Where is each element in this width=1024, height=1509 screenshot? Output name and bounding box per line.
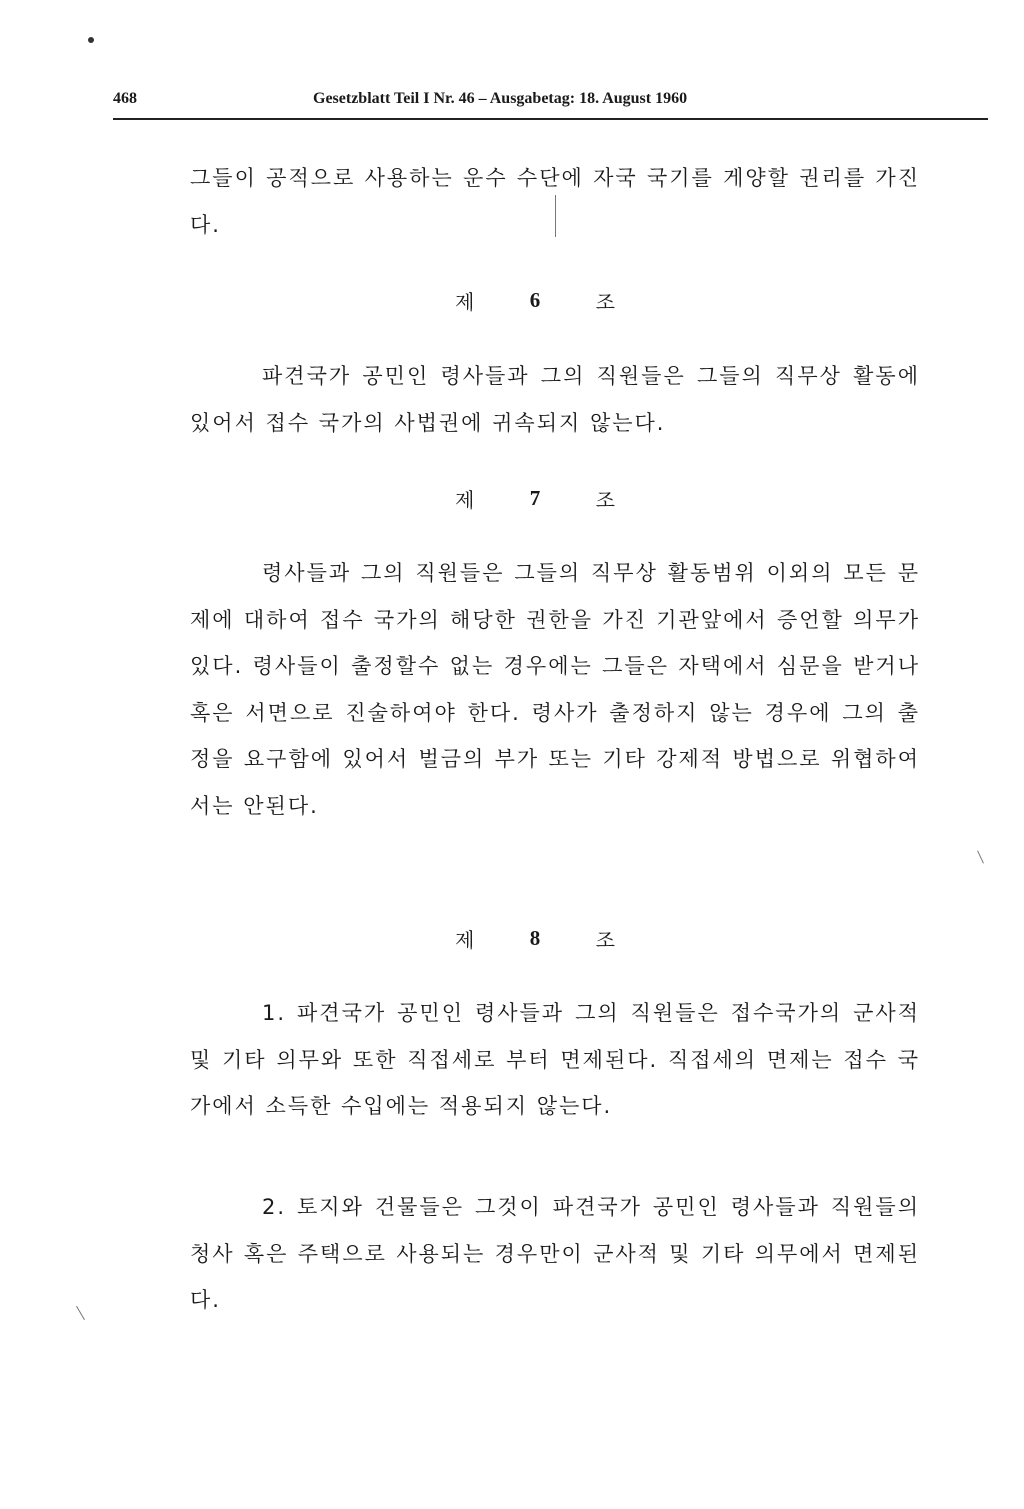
article-heading-7 <box>455 483 615 513</box>
paragraph-continuation: 그들이 공적으로 사용하는 운수 수단에 자국 국기를 게양할 권리를 가진다. <box>190 166 920 237</box>
article-heading-8 <box>455 923 615 953</box>
article-8-item-1: 1. 파견국가 공민인 령사들과 그의 직원들은 접수국가의 군사적 및 기타 의무와 또한 직접세로 부터 면제된다. 직접세의 면제는 접수 국가에서 소득한 수입에는 적용되지 않는다. <box>190 1001 920 1118</box>
page-number: 468 <box>113 90 137 107</box>
scan-artifact <box>555 195 556 237</box>
article-suffix: 조 <box>595 289 615 314</box>
article-prefix: 제 <box>455 487 475 512</box>
article-8-item-2: 2. 토지와 건물들은 그것이 파견국가 공민인 령사들과 직원들의 청사 혹은 주택으로 사용되는 경우만이 군사적 및 기타 의무에서 면제된다. <box>190 1195 920 1312</box>
ink-speck <box>88 37 94 43</box>
article-suffix: 조 <box>595 927 615 952</box>
header-rule <box>113 118 988 120</box>
article-number: 7 <box>529 485 541 510</box>
article-number: 6 <box>529 287 541 312</box>
article-number: 8 <box>529 925 541 950</box>
article-prefix: 제 <box>455 927 475 952</box>
article-6-text: 파견국가 공민인 령사들과 그의 직원들은 그들의 직무상 활동에 있어서 접수 국가의 사법권에 귀속되지 않는다. <box>190 364 920 435</box>
scan-artifact <box>977 850 984 863</box>
journal-title: Gesetzblatt Teil I Nr. 46 – Ausgabetag: 18. August 1960 <box>313 90 688 107</box>
article-suffix: 조 <box>595 487 615 512</box>
article-heading-6 <box>455 285 615 315</box>
scan-artifact <box>76 1306 85 1320</box>
article-7-text: 령사들과 그의 직원들은 그들의 직무상 활동범위 이외의 모든 문제에 대하여 접수 국가의 해당한 권한을 가진 기관앞에서 증언할 의무가 있다. 령사들이 출정할수 없는 경우에는 그들은 자택에서 심문을 받거나 혹은 서면으로 진술하여야 한다. 령사가 출정하지 않는 경우에 그의 출정을 요구함에 있어서 벌금의 부가 또는 기타 강제적 방법으로 위협하여서는 안된다. <box>190 561 920 818</box>
article-prefix: 제 <box>455 289 475 314</box>
page-header <box>113 90 988 114</box>
